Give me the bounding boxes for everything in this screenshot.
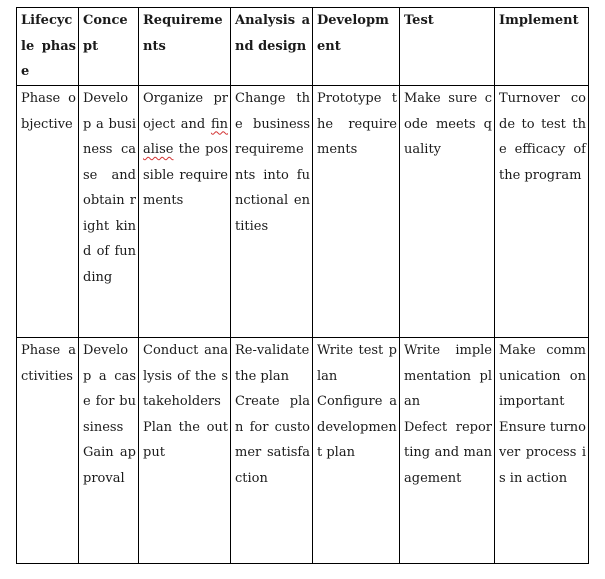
cell-line: Re-validate the plan (235, 343, 310, 384)
cell-line: Prototype the requirements (317, 91, 397, 157)
cell-line: Defect reporting and management (404, 419, 492, 486)
cell-line: Develop a case for business (83, 343, 136, 435)
header-cell-requirements: Requirements (139, 8, 231, 86)
cell-line: Develop a business case and obtain right kind of funding (83, 91, 136, 285)
spellcheck-word: finalise (143, 116, 228, 157)
header-cell-concept: Concept (79, 8, 139, 86)
cell-line: Turnover code to test the efficacy of the program (499, 91, 586, 183)
table-cell (79, 86, 139, 338)
header-cell-test: Test (400, 8, 495, 86)
table-cell (79, 338, 139, 564)
cell-line: Plan the output (143, 419, 228, 460)
table-row (17, 86, 589, 338)
table-cell (400, 338, 495, 564)
table-cell (495, 86, 589, 338)
cell-line: Ensure turnover process is in action (499, 419, 586, 486)
cell-line: Write test plan (317, 343, 397, 384)
cell-line: Change the business requirements into functional entities (235, 91, 310, 234)
table-row (17, 338, 589, 564)
table-cell (139, 338, 231, 564)
table-cell (400, 86, 495, 338)
cell-line: Create plan for customer satisfaction (235, 394, 310, 486)
cell-line: Write implementation plan (404, 343, 492, 409)
table-cell (495, 338, 589, 564)
table-cell (139, 86, 231, 338)
row-label: Phase activities (17, 338, 79, 564)
cell-line: Organize project and finalise the possible requirements (143, 91, 228, 208)
cell-line: Configure a development plan (317, 394, 397, 460)
table-cell (313, 86, 400, 338)
table-cell (231, 338, 313, 564)
table-cell (231, 86, 313, 338)
cell-line: Conduct analysis of the stakeholders (143, 343, 228, 409)
cell-line: Make sure code meets quality (404, 91, 492, 157)
lifecycle-table (16, 7, 589, 564)
table-cell (313, 338, 400, 564)
row-label: Phase objective (17, 86, 79, 338)
cell-line: Gain approval (83, 445, 136, 486)
header-row (17, 8, 589, 86)
header-cell-analysis-design: Analysis and design (231, 8, 313, 86)
cell-line: Make communication on important (499, 343, 586, 409)
header-cell-implement: Implement (495, 8, 589, 86)
header-cell-lifecycle-phase: Lifecycle phase (17, 8, 79, 86)
header-cell-development: Development (313, 8, 400, 86)
